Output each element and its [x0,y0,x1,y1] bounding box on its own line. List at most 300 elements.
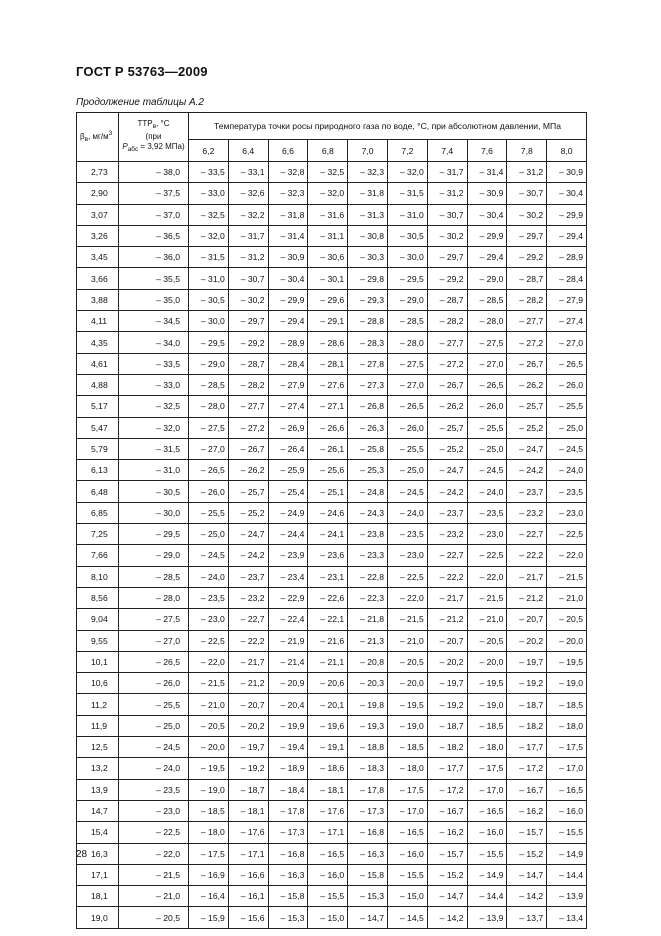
beta-cell: 3,26 [77,225,119,246]
dew-point-cell: – 31,5 [387,183,427,204]
dew-point-cell: – 16,8 [268,843,308,864]
dew-point-cell: – 20,5 [387,651,427,672]
dew-point-cell: – 21,9 [268,630,308,651]
dew-point-cell: – 16,2 [507,800,547,821]
table-row [77,630,587,651]
dew-point-cell: – 25,5 [547,396,587,417]
table-row [77,587,587,608]
dew-point-cell: – 22,2 [228,630,268,651]
dew-point-cell: – 24,5 [467,460,507,481]
dew-point-cell: – 31,2 [427,183,467,204]
dew-point-cell: – 31,0 [189,268,229,289]
header-beta: $\beta_в$, $мг/м^3$ [77,113,119,162]
dew-point-cell: – 27,4 [547,311,587,332]
dew-point-cell: – 21,5 [467,587,507,608]
dew-point-cell: – 14,7 [507,864,547,885]
dew-point-cell: – 21,1 [308,651,348,672]
table-row [77,396,587,417]
dew-point-cell: – 25,7 [507,396,547,417]
dew-point-cell: – 22,9 [268,587,308,608]
beta-cell: 14,7 [77,800,119,821]
dew-point-cell: – 20,2 [427,651,467,672]
dew-point-cell: – 19,1 [308,737,348,758]
beta-cell: 5,79 [77,438,119,459]
dew-point-cell: – 15,6 [228,907,268,928]
dew-point-cell: – 23,8 [348,524,388,545]
dew-point-cell: – 16,0 [387,843,427,864]
table-row [77,481,587,502]
dew-point-cell: – 23,4 [268,566,308,587]
beta-cell: 13,2 [77,758,119,779]
dew-point-cell: – 24,0 [547,460,587,481]
dew-point-cell: – 24,3 [348,502,388,523]
table-row [77,268,587,289]
dew-point-cell: – 15,3 [348,886,388,907]
dew-point-cell: – 20,3 [348,673,388,694]
dew-point-cell: – 32,8 [268,162,308,183]
dew-point-cell: – 15,5 [308,886,348,907]
dew-point-cell: – 29,7 [228,311,268,332]
dew-point-cell: – 28,3 [348,332,388,353]
dew-point-cell: – 30,8 [348,225,388,246]
dew-point-cell: – 15,2 [427,864,467,885]
beta-cell: 13,9 [77,779,119,800]
dew-point-cell: – 29,0 [189,353,229,374]
dew-point-cell: – 27,9 [547,289,587,310]
dew-point-cell: – 18,2 [507,715,547,736]
dew-point-cell: – 29,7 [507,225,547,246]
dew-point-cell: – 19,7 [507,651,547,672]
dew-point-cell: – 29,9 [268,289,308,310]
dew-point-cell: – 16,0 [467,822,507,843]
dew-point-cell: – 30,9 [467,183,507,204]
beta-cell: 10,6 [77,673,119,694]
table-row [77,225,587,246]
dew-point-cell: – 19,6 [308,715,348,736]
dew-point-cell: – 27,5 [387,353,427,374]
beta-cell: 4,61 [77,353,119,374]
beta-cell: 7,66 [77,545,119,566]
table-row [77,183,587,204]
beta-cell: 11,2 [77,694,119,715]
dew-point-cell: – 20,9 [268,673,308,694]
beta-cell: 11,9 [77,715,119,736]
dew-point-cell: – 26,0 [189,481,229,502]
dew-point-cell: – 25,5 [467,417,507,438]
dew-point-cell: – 23,2 [507,502,547,523]
dew-point-cell: – 28,2 [427,311,467,332]
dew-point-cell: – 18,8 [348,737,388,758]
beta-cell: 18,1 [77,886,119,907]
dew-point-cell: – 26,9 [268,417,308,438]
ttp-cell: – 32,0 [119,417,189,438]
page-number: 28 [76,849,88,860]
beta-cell: 8,56 [77,587,119,608]
dew-point-cell: – 23,1 [308,566,348,587]
dew-point-cell: – 24,2 [427,481,467,502]
dew-point-cell: – 26,5 [189,460,229,481]
ttp-cell: – 22,5 [119,822,189,843]
dew-point-cell: – 28,7 [228,353,268,374]
dew-point-cell: – 21,2 [228,673,268,694]
dew-point-cell: – 14,9 [467,864,507,885]
dew-point-cell: – 22,7 [228,609,268,630]
dew-point-cell: – 25,1 [308,481,348,502]
dew-point-cell: – 25,2 [427,438,467,459]
dew-point-cell: – 25,5 [387,438,427,459]
ttp-cell: – 25,5 [119,694,189,715]
table-row [77,715,587,736]
ttp-cell: – 23,5 [119,779,189,800]
dew-point-cell: – 19,3 [348,715,388,736]
dew-point-cell: – 24,5 [189,545,229,566]
dew-point-cell: – 24,9 [268,502,308,523]
dew-point-cell: – 29,2 [507,247,547,268]
dew-point-cell: – 16,0 [308,864,348,885]
dew-point-cell: – 29,4 [547,225,587,246]
dew-point-cell: – 19,0 [547,673,587,694]
dew-point-cell: – 30,2 [427,225,467,246]
dew-point-cell: – 17,8 [268,800,308,821]
dew-point-cell: – 17,5 [387,779,427,800]
dew-point-cell: – 27,0 [189,438,229,459]
dew-point-cell: – 21,0 [467,609,507,630]
dew-point-cell: – 27,0 [387,374,427,395]
dew-point-cell: – 21,5 [189,673,229,694]
dew-point-cell: – 29,0 [387,289,427,310]
dew-point-cell: – 17,7 [507,737,547,758]
dew-point-cell: – 32,0 [308,183,348,204]
beta-cell: 3,66 [77,268,119,289]
dew-point-cell: – 30,9 [268,247,308,268]
dew-point-cell: – 21,7 [427,587,467,608]
dew-point-cell: – 24,0 [467,481,507,502]
dew-point-cell: – 22,5 [547,524,587,545]
table-row [77,800,587,821]
dew-point-cell: – 30,3 [348,247,388,268]
dew-point-cell: – 22,4 [268,609,308,630]
dew-point-cell: – 23,5 [467,502,507,523]
dew-point-cell: – 23,0 [189,609,229,630]
pressure-header-cell: 7,4 [427,140,467,162]
dew-point-cell: – 18,9 [268,758,308,779]
dew-point-cell: – 22,2 [427,566,467,587]
dew-point-cell: – 32,0 [387,162,427,183]
dew-point-cell: – 31,4 [268,225,308,246]
pressure-header-cell: 6,6 [268,140,308,162]
dew-point-cell: – 27,3 [348,374,388,395]
dew-point-cell: – 18,0 [547,715,587,736]
table-row [77,758,587,779]
dew-point-cell: – 28,2 [228,374,268,395]
dew-point-cell: – 28,6 [308,332,348,353]
dew-point-cell: – 19,9 [268,715,308,736]
dew-point-cell: – 30,7 [507,183,547,204]
ttp-cell: – 26,5 [119,651,189,672]
dew-point-cell: – 20,2 [228,715,268,736]
dew-point-cell: – 27,5 [189,417,229,438]
table-row [77,566,587,587]
dew-point-cell: – 28,7 [507,268,547,289]
dew-point-cell: – 18,5 [467,715,507,736]
dew-point-cell: – 17,0 [467,779,507,800]
dew-point-cell: – 24,0 [387,502,427,523]
dew-point-cell: – 14,4 [467,886,507,907]
beta-cell: 2,90 [77,183,119,204]
dew-point-cell: – 28,4 [268,353,308,374]
dew-point-cell: – 22,7 [507,524,547,545]
ttp-cell: – 28,5 [119,566,189,587]
ttp-cell: – 35,5 [119,268,189,289]
dew-point-cell: – 20,8 [348,651,388,672]
ttp-cell: – 34,5 [119,311,189,332]
dew-point-cell: – 19,0 [387,715,427,736]
table-row [77,438,587,459]
table-row [77,843,587,864]
dew-point-cell: – 23,6 [308,545,348,566]
dew-point-cell: – 26,5 [547,353,587,374]
dew-point-cell: – 26,8 [348,396,388,417]
dew-point-cell: – 25,8 [348,438,388,459]
dew-point-cell: – 26,3 [348,417,388,438]
beta-cell: 3,45 [77,247,119,268]
dew-point-cell: – 18,0 [467,737,507,758]
dew-point-cell: – 17,8 [348,779,388,800]
dew-point-cell: – 17,2 [427,779,467,800]
table-row [77,737,587,758]
dew-point-cell: – 22,0 [189,651,229,672]
dew-point-cell: – 17,3 [348,800,388,821]
dew-point-cell: – 16,7 [427,800,467,821]
dew-point-cell: – 16,2 [427,822,467,843]
table-row [77,374,587,395]
dew-point-cell: – 32,5 [189,204,229,225]
dew-point-cell: – 21,2 [507,587,547,608]
dew-point-cell: – 20,0 [547,630,587,651]
dew-point-cell: – 25,0 [467,438,507,459]
dew-point-cell: – 30,0 [189,311,229,332]
table-row [77,353,587,374]
dew-point-cell: – 30,1 [308,268,348,289]
dew-point-cell: – 20,0 [467,651,507,672]
beta-cell: 4,35 [77,332,119,353]
dew-point-cell: – 25,0 [189,524,229,545]
dew-point-cell: – 32,0 [189,225,229,246]
dew-point-cell: – 25,6 [308,460,348,481]
beta-cell: 4,11 [77,311,119,332]
dew-point-cell: – 29,4 [467,247,507,268]
dew-point-cell: – 31,2 [507,162,547,183]
dew-point-cell: – 13,4 [547,907,587,928]
dew-point-cell: – 19,0 [467,694,507,715]
dew-point-cell: – 24,1 [308,524,348,545]
dew-point-cell: – 13,7 [507,907,547,928]
dew-point-cell: – 18,7 [228,779,268,800]
beta-cell: 19,0 [77,907,119,928]
header-group-title: Температура точки росы природного газа по воде, °С, при абсолютном давлении, МПа [189,113,587,140]
dew-point-cell: – 20,0 [387,673,427,694]
table-row [77,204,587,225]
dew-point-cell: – 15,5 [467,843,507,864]
dew-point-cell: – 17,3 [268,822,308,843]
dew-point-cell: – 18,5 [189,800,229,821]
ttp-cell: – 21,5 [119,864,189,885]
ttp-cell: – 34,0 [119,332,189,353]
dew-point-cell: – 15,7 [427,843,467,864]
dew-point-cell: – 18,0 [387,758,427,779]
dew-point-cell: – 18,4 [268,779,308,800]
pressure-header-cell: 7,8 [507,140,547,162]
dew-point-cell: – 20,5 [467,630,507,651]
dew-point-cell: – 21,6 [308,630,348,651]
dew-point-cell: – 28,5 [467,289,507,310]
dew-point-cell: – 24,2 [507,460,547,481]
dew-point-cell: – 27,6 [308,374,348,395]
beta-cell: 3,88 [77,289,119,310]
dew-point-cell: – 16,3 [348,843,388,864]
ttp-cell: – 32,5 [119,396,189,417]
dew-point-cell: – 16,5 [308,843,348,864]
dew-point-cell: – 20,7 [507,609,547,630]
beta-cell: 17,1 [77,864,119,885]
dew-point-cell: – 16,5 [467,800,507,821]
beta-cell: 9,55 [77,630,119,651]
table-row [77,502,587,523]
table-row [77,651,587,672]
table-row [77,673,587,694]
dew-point-cell: – 17,6 [228,822,268,843]
dew-point-cell: – 32,2 [228,204,268,225]
table-row [77,779,587,800]
dew-point-cell: – 16,1 [228,886,268,907]
beta-cell: 8,10 [77,566,119,587]
dew-point-cell: – 22,1 [308,609,348,630]
table-row [77,609,587,630]
dew-point-cell: – 33,0 [189,183,229,204]
dew-point-cell: – 27,2 [507,332,547,353]
dew-point-cell: – 28,8 [348,311,388,332]
dew-point-cell: – 13,9 [467,907,507,928]
dew-point-cell: – 28,2 [507,289,547,310]
dew-point-cell: – 21,7 [507,566,547,587]
dew-point-cell: – 25,2 [228,502,268,523]
dew-point-cell: – 29,9 [547,204,587,225]
dew-point-cell: – 28,4 [547,268,587,289]
dew-point-cell: – 22,5 [189,630,229,651]
dew-point-cell: – 16,5 [387,822,427,843]
dew-point-cell: – 22,2 [507,545,547,566]
dew-point-cell: – 15,7 [507,822,547,843]
dew-point-cell: – 22,8 [348,566,388,587]
dew-point-cell: – 27,2 [228,417,268,438]
table-row [77,886,587,907]
dew-point-cell: – 16,9 [189,864,229,885]
dew-point-cell: – 26,5 [467,374,507,395]
dew-point-cell: – 29,1 [308,311,348,332]
dew-point-cell: – 21,5 [547,566,587,587]
dew-point-cell: – 28,9 [268,332,308,353]
dew-point-cell: – 27,4 [268,396,308,417]
dew-point-cell: – 29,4 [268,311,308,332]
pressure-header-cell: 6,8 [308,140,348,162]
ttp-cell: – 27,0 [119,630,189,651]
dew-point-cell: – 30,4 [268,268,308,289]
dew-point-table [76,112,587,929]
dew-point-cell: – 21,0 [189,694,229,715]
dew-point-cell: – 15,0 [308,907,348,928]
dew-point-cell: – 27,0 [547,332,587,353]
table-row [77,162,587,183]
dew-point-cell: – 33,1 [228,162,268,183]
dew-point-cell: – 19,5 [189,758,229,779]
table-row [77,311,587,332]
dew-point-cell: – 29,9 [467,225,507,246]
dew-point-cell: – 24,6 [308,502,348,523]
dew-point-cell: – 27,8 [348,353,388,374]
dew-point-cell: – 21,0 [547,587,587,608]
table-row [77,289,587,310]
ttp-cell: – 24,0 [119,758,189,779]
ttp-cell: – 33,0 [119,374,189,395]
ttp-cell: – 30,0 [119,502,189,523]
ttp-cell: – 29,0 [119,545,189,566]
table-row [77,460,587,481]
dew-point-cell: – 26,2 [228,460,268,481]
dew-point-cell: – 31,3 [348,204,388,225]
table-caption: Продолжение таблицы А.2 [76,97,204,108]
dew-point-cell: – 31,2 [228,247,268,268]
dew-point-cell: – 23,2 [427,524,467,545]
ttp-cell: – 36,5 [119,225,189,246]
dew-point-cell: – 14,7 [427,886,467,907]
ttp-cell: – 37,5 [119,183,189,204]
dew-point-cell: – 25,4 [268,481,308,502]
dew-point-cell: – 27,5 [467,332,507,353]
dew-point-cell: – 23,0 [467,524,507,545]
table-row [77,332,587,353]
ttp-cell: – 31,5 [119,438,189,459]
dew-point-cell: – 23,0 [547,502,587,523]
dew-point-cell: – 29,5 [189,332,229,353]
dew-point-cell: – 30,2 [507,204,547,225]
pressure-header-cell: 7,2 [387,140,427,162]
dew-point-cell: – 31,6 [308,204,348,225]
beta-cell: 10,1 [77,651,119,672]
dew-point-cell: – 24,5 [387,481,427,502]
pressure-header-cell: 7,6 [467,140,507,162]
ttp-cell: – 30,5 [119,481,189,502]
dew-point-cell: – 21,8 [348,609,388,630]
dew-point-cell: – 30,4 [467,204,507,225]
dew-point-cell: – 14,5 [387,907,427,928]
dew-point-cell: – 29,0 [467,268,507,289]
dew-point-cell: – 16,3 [268,864,308,885]
dew-point-cell: – 33,5 [189,162,229,183]
table-row [77,417,587,438]
table-row [77,907,587,928]
dew-point-cell: – 26,7 [228,438,268,459]
dew-point-cell: – 29,5 [387,268,427,289]
dew-point-cell: – 30,6 [308,247,348,268]
dew-point-cell: – 31,1 [308,225,348,246]
dew-point-cell: – 17,5 [189,843,229,864]
dew-point-cell: – 27,0 [467,353,507,374]
table-row [77,864,587,885]
dew-point-cell: – 22,5 [467,545,507,566]
dew-point-cell: – 15,8 [348,864,388,885]
dew-point-cell: – 27,7 [507,311,547,332]
dew-point-cell: – 19,5 [547,651,587,672]
